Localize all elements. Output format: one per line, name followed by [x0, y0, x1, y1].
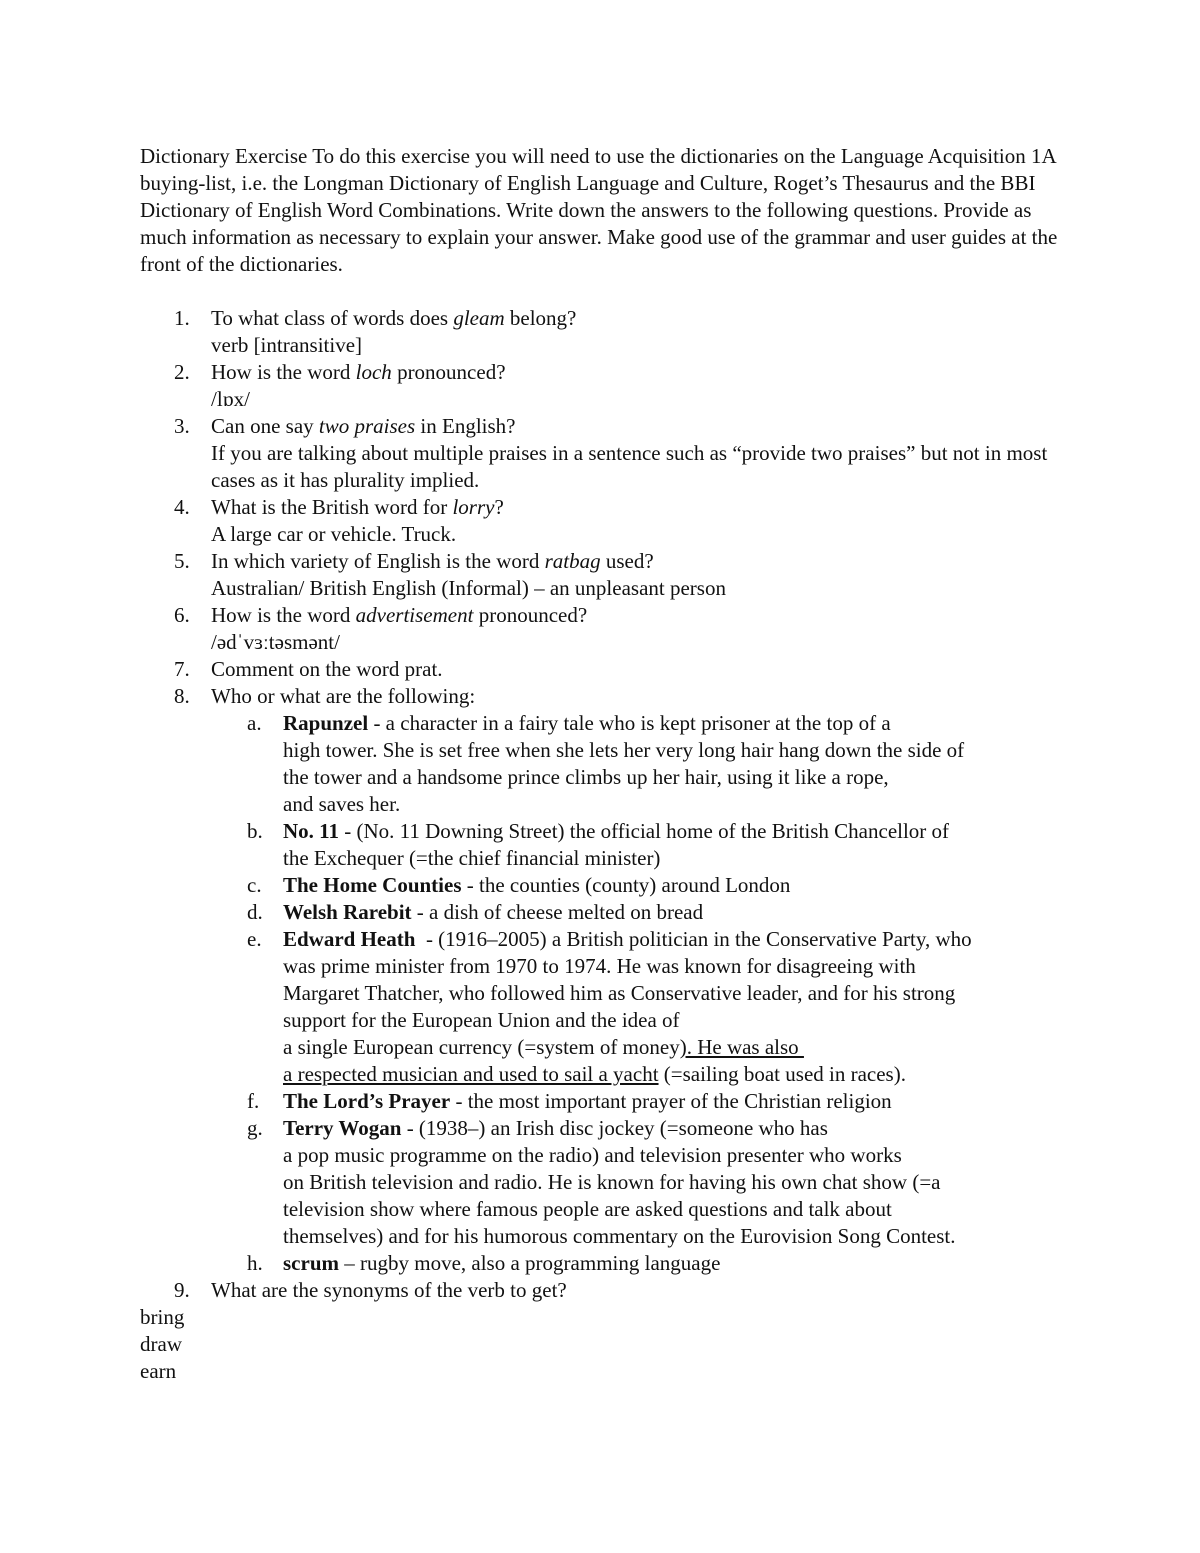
item-terry-wogan: g. Terry Wogan - (1938–) an Irish disc jockey (=someone who has a pop music programme on the radio) and television presenter who works on British television and radio. He is known for having his own chat show (=a television show where famous people are asked questions and talk about themselves) and for his humorous commentary on the Eurovision Song Contest.	[247, 1116, 956, 1248]
question-number: 4.	[174, 495, 190, 519]
question-text: How is the word loch pronounced?	[211, 360, 506, 384]
item-letter: d.	[247, 900, 263, 924]
following-items-list	[211, 710, 1080, 1277]
question-6	[140, 602, 1080, 656]
question-2	[140, 359, 1080, 413]
item-lords-prayer: f. The Lord’s Prayer - the most important prayer of the Christian religion	[247, 1089, 892, 1113]
synonym-list	[140, 1304, 1080, 1385]
item-no-11: b. No. 11 - (No. 11 Downing Street) the official home of the British Chancellor of the Exchequer (=the chief financial minister)	[247, 819, 950, 870]
item-term: The Lord’s Prayer	[283, 1089, 451, 1113]
question-list	[140, 305, 1080, 1304]
question-9	[140, 1277, 1080, 1304]
intro-paragraph: Dictionary Exercise To do this exercise you will need to use the dictionaries on the Language Acquisition 1A buying-list, i.e. the Longman Dictionary of English Language and Culture, Roget’s Thesaurus and the BBI Dictionary of English Word Combinations. Write down the answers to the following questions. Provide as much information as necessary to explain your answer. Make good use of the grammar and user guides at the front of the dictionaries.	[140, 144, 1058, 276]
item-home-counties: c. The Home Counties - the counties (county) around London	[247, 873, 791, 897]
item-term: Edward Heath	[283, 927, 416, 951]
item-letter: a.	[247, 711, 262, 735]
question-text: Can one say two praises in English?	[211, 414, 516, 438]
underlined-text: ). He was also	[679, 1035, 804, 1059]
question-number: 8.	[174, 684, 190, 708]
item-term: Rapunzel	[283, 711, 369, 735]
answer-text: A large car or vehicle. Truck.	[211, 522, 457, 546]
question-5	[140, 548, 1080, 602]
question-1	[140, 305, 1080, 359]
answer-text: verb [intransitive]	[211, 333, 363, 357]
synonym-item: earn	[140, 1359, 177, 1383]
question-number: 3.	[174, 414, 190, 438]
item-edward-heath: e. Edward Heath - (1916–2005) a British politician in the Conservative Party, who was prime minister from 1970 to 1974. He was known for disagreeing with Margaret Thatcher, who followed him as Conservative leader, and for his strong support for the European Union and the idea of a single European currency (=system of money). He was also a respected musician and used to sail a yacht (=sailing boat used in races).	[247, 927, 972, 1086]
question-text: To what class of words does gleam belong?	[211, 306, 577, 330]
question-number: 6.	[174, 603, 190, 627]
question-text: Who or what are the following:	[211, 684, 476, 708]
question-text: What is the British word for lorry?	[211, 495, 504, 519]
item-scrum: h. scrum – rugby move, also a programming language	[247, 1251, 721, 1275]
answer-text: /lɒx/	[211, 387, 250, 411]
answer-text: If you are talking about multiple praises in a sentence such as “provide two praises” but not in most cases as it has plurality implied.	[211, 441, 1048, 492]
answer-text: Australian/ British English (Informal) – an unpleasant person	[211, 576, 726, 600]
document-page	[140, 143, 1080, 1385]
question-text: How is the word advertisement pronounced?	[211, 603, 588, 627]
synonym-item: draw	[140, 1332, 182, 1356]
item-welsh-rarebit: d. Welsh Rarebit - a dish of cheese melted on bread	[247, 900, 704, 924]
item-letter: g.	[247, 1116, 263, 1140]
answer-text: /ədˈvɜːtəsmənt/	[211, 630, 340, 654]
question-number: 7.	[174, 657, 190, 681]
question-number: 5.	[174, 549, 190, 573]
item-term: Terry Wogan	[283, 1116, 402, 1140]
question-4	[140, 494, 1080, 548]
item-term: The Home Counties	[283, 873, 462, 897]
question-number: 2.	[174, 360, 190, 384]
question-text: In which variety of English is the word ratbag used?	[211, 549, 654, 573]
synonym-item: bring	[140, 1305, 185, 1329]
item-term: No. 11	[283, 819, 340, 843]
item-letter: b.	[247, 819, 263, 843]
question-8	[140, 683, 1080, 1277]
item-rapunzel: a. Rapunzel - a character in a fairy tale who is kept prisoner at the top of a high tower. She is set free when she lets her very long hair hang down the side of the tower and a handsome prince climbs up her hair, using it like a rope, and saves her.	[247, 711, 965, 816]
question-text: Comment on the word prat.	[211, 657, 443, 681]
underlined-text: a respected musician and used to sail a yacht	[283, 1062, 659, 1086]
item-letter: f.	[247, 1089, 260, 1113]
question-number: 1.	[174, 306, 190, 330]
question-number: 9.	[174, 1278, 190, 1302]
item-term: scrum	[283, 1251, 339, 1275]
item-letter: c.	[247, 873, 262, 897]
question-7	[140, 656, 1080, 683]
item-term: Welsh Rarebit	[283, 900, 412, 924]
item-letter: e.	[247, 927, 262, 951]
question-text: What are the synonyms of the verb to get?	[211, 1278, 567, 1302]
item-letter: h.	[247, 1251, 263, 1275]
question-3	[140, 413, 1080, 494]
